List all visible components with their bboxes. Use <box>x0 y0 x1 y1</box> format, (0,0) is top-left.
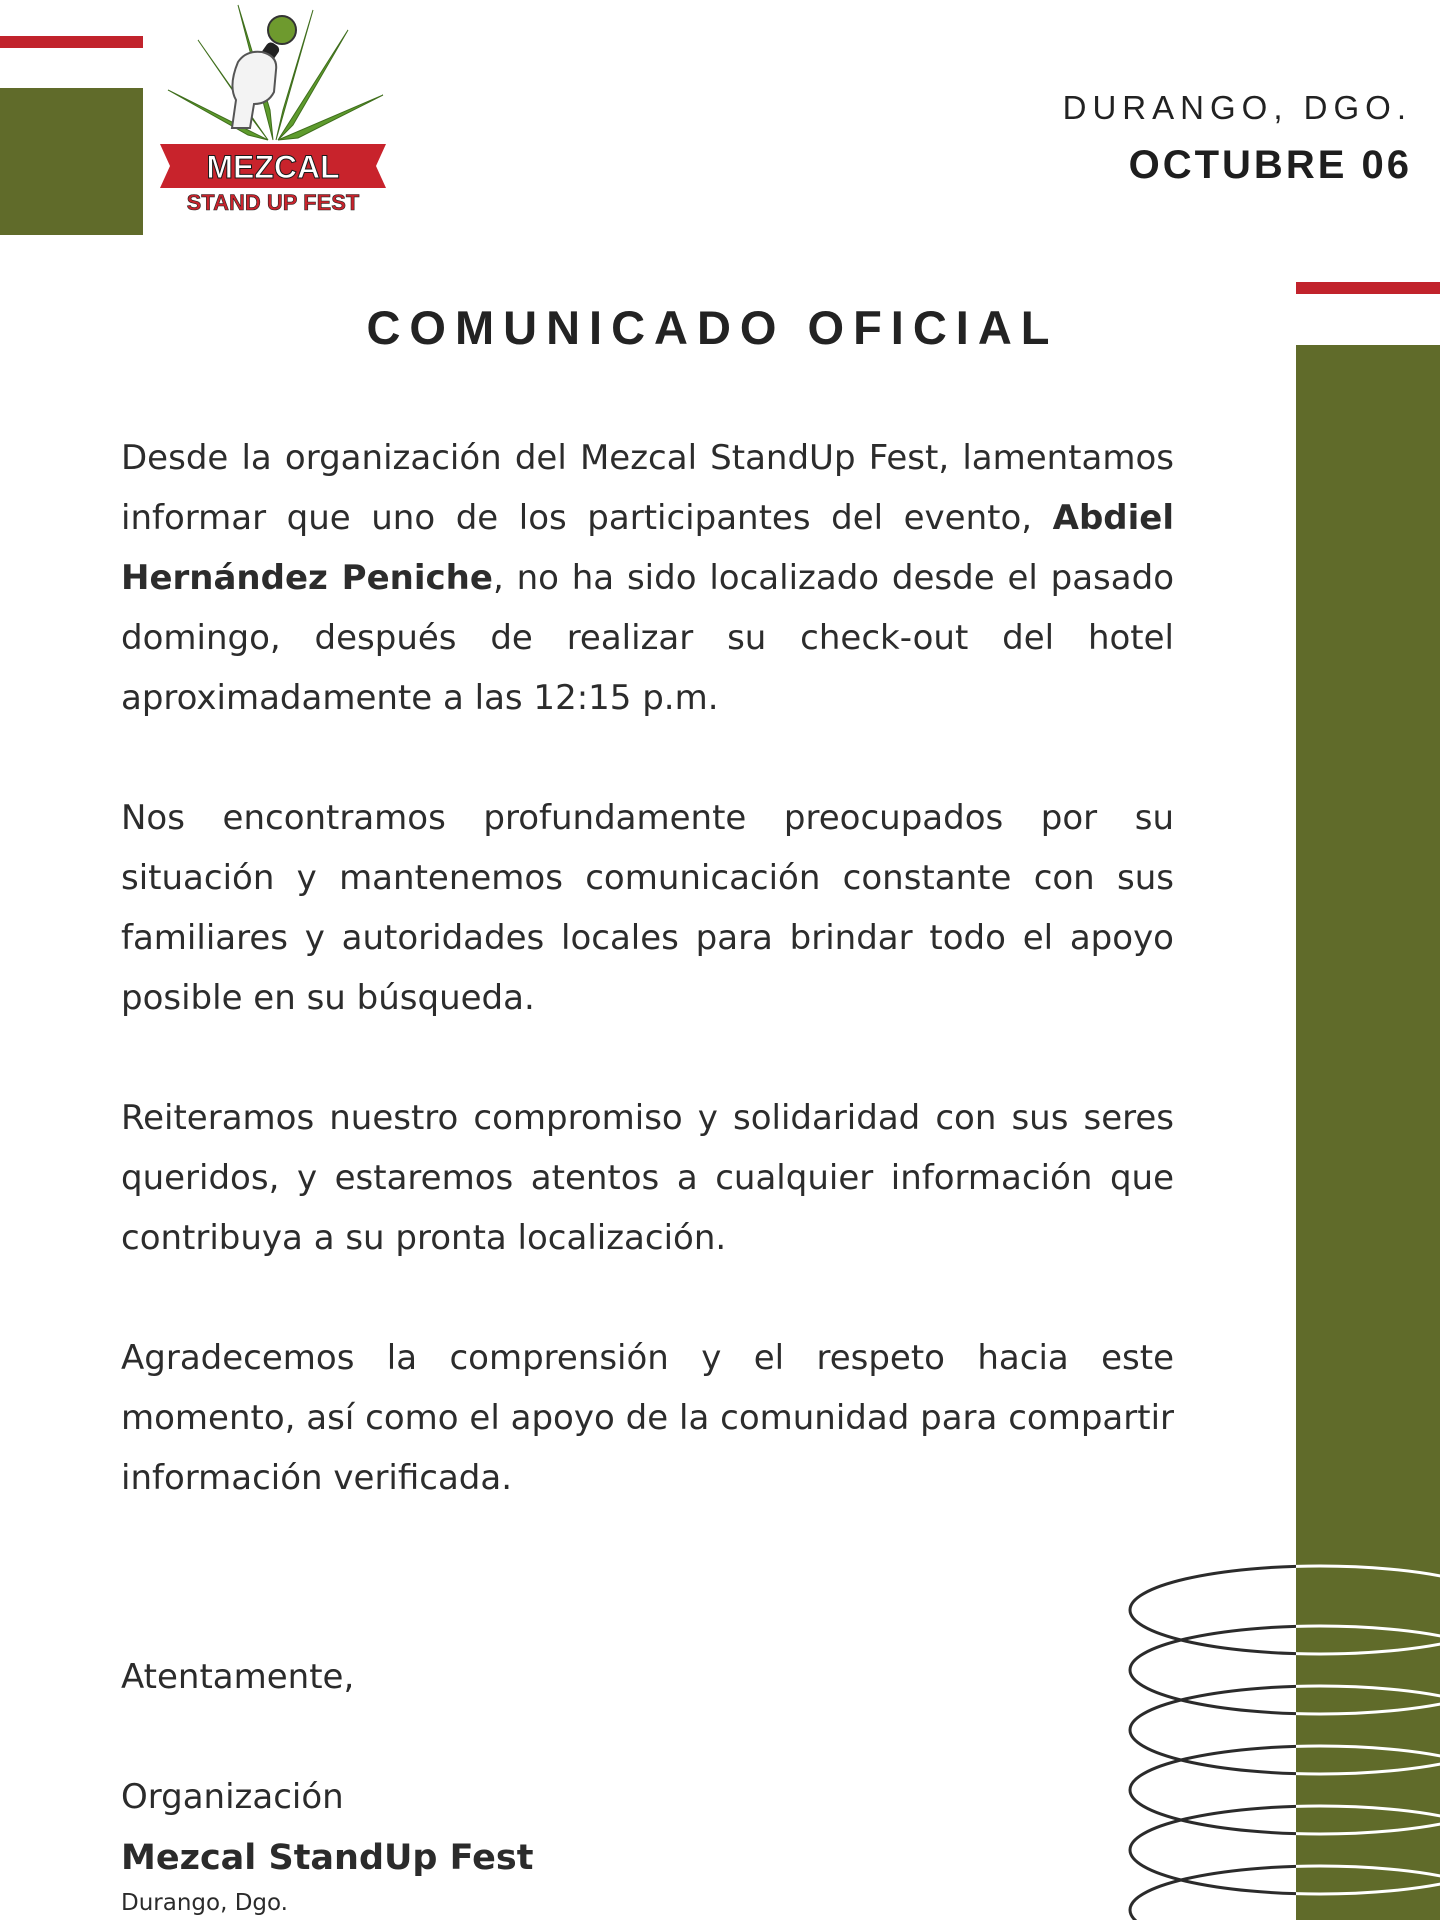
missing-person-name: Abdiel Hernández Peniche <box>121 498 1174 598</box>
olive-block-left <box>0 88 143 235</box>
paragraph-2: Nos encontramos profundamente preocupados por su situación y mantenemos comunicación constante con sus familiares y autoridades locales para brindar todo el apoyo posible en su búsqueda. <box>121 798 1174 1018</box>
signature-org-label: Organización <box>121 1777 344 1817</box>
paragraph-3: Reiteramos nuestro compromiso y solidaridad con sus seres queridos, y estaremos atentos a cualquier información que contribuya a su pronta localización. <box>121 1098 1174 1258</box>
svg-text:MEZCAL: MEZCAL <box>206 149 340 185</box>
document-title: COMUNICADO OFICIAL <box>366 301 1059 354</box>
paragraph-1: Desde la organización del Mezcal StandUp Fest, lamentamos informar que uno de los participantes del evento, Abdiel Hernández Peniche, no ha sido localizado desde el pasado domingo, después de realizar su check-out del hotel aproximadamente a las 12:15 p.m. <box>121 438 1174 718</box>
signature-org-name: Mezcal StandUp Fest <box>121 1838 534 1878</box>
place-label: DURANGO, DGO. <box>1062 89 1412 126</box>
statement-body <box>121 428 1174 1568</box>
mezcal-standup-fest-logo <box>158 0 388 228</box>
red-accent-bar-right <box>1296 282 1440 294</box>
signature-city: Durango, Dgo. <box>121 1890 288 1916</box>
date-label: OCTUBRE 06 <box>1128 143 1412 187</box>
closing-salutation: Atentamente, <box>121 1657 355 1697</box>
red-accent-bar-left <box>0 36 143 48</box>
svg-text:STAND UP FEST: STAND UP FEST <box>186 190 360 215</box>
coil-spiral-decoration <box>1120 1560 1440 1920</box>
header-date-block <box>1063 88 1412 188</box>
paragraph-4: Agradecemos la comprensión y el respeto hacia este momento, así como el apoyo de la comunidad para compartir información verificada. <box>121 1338 1174 1498</box>
